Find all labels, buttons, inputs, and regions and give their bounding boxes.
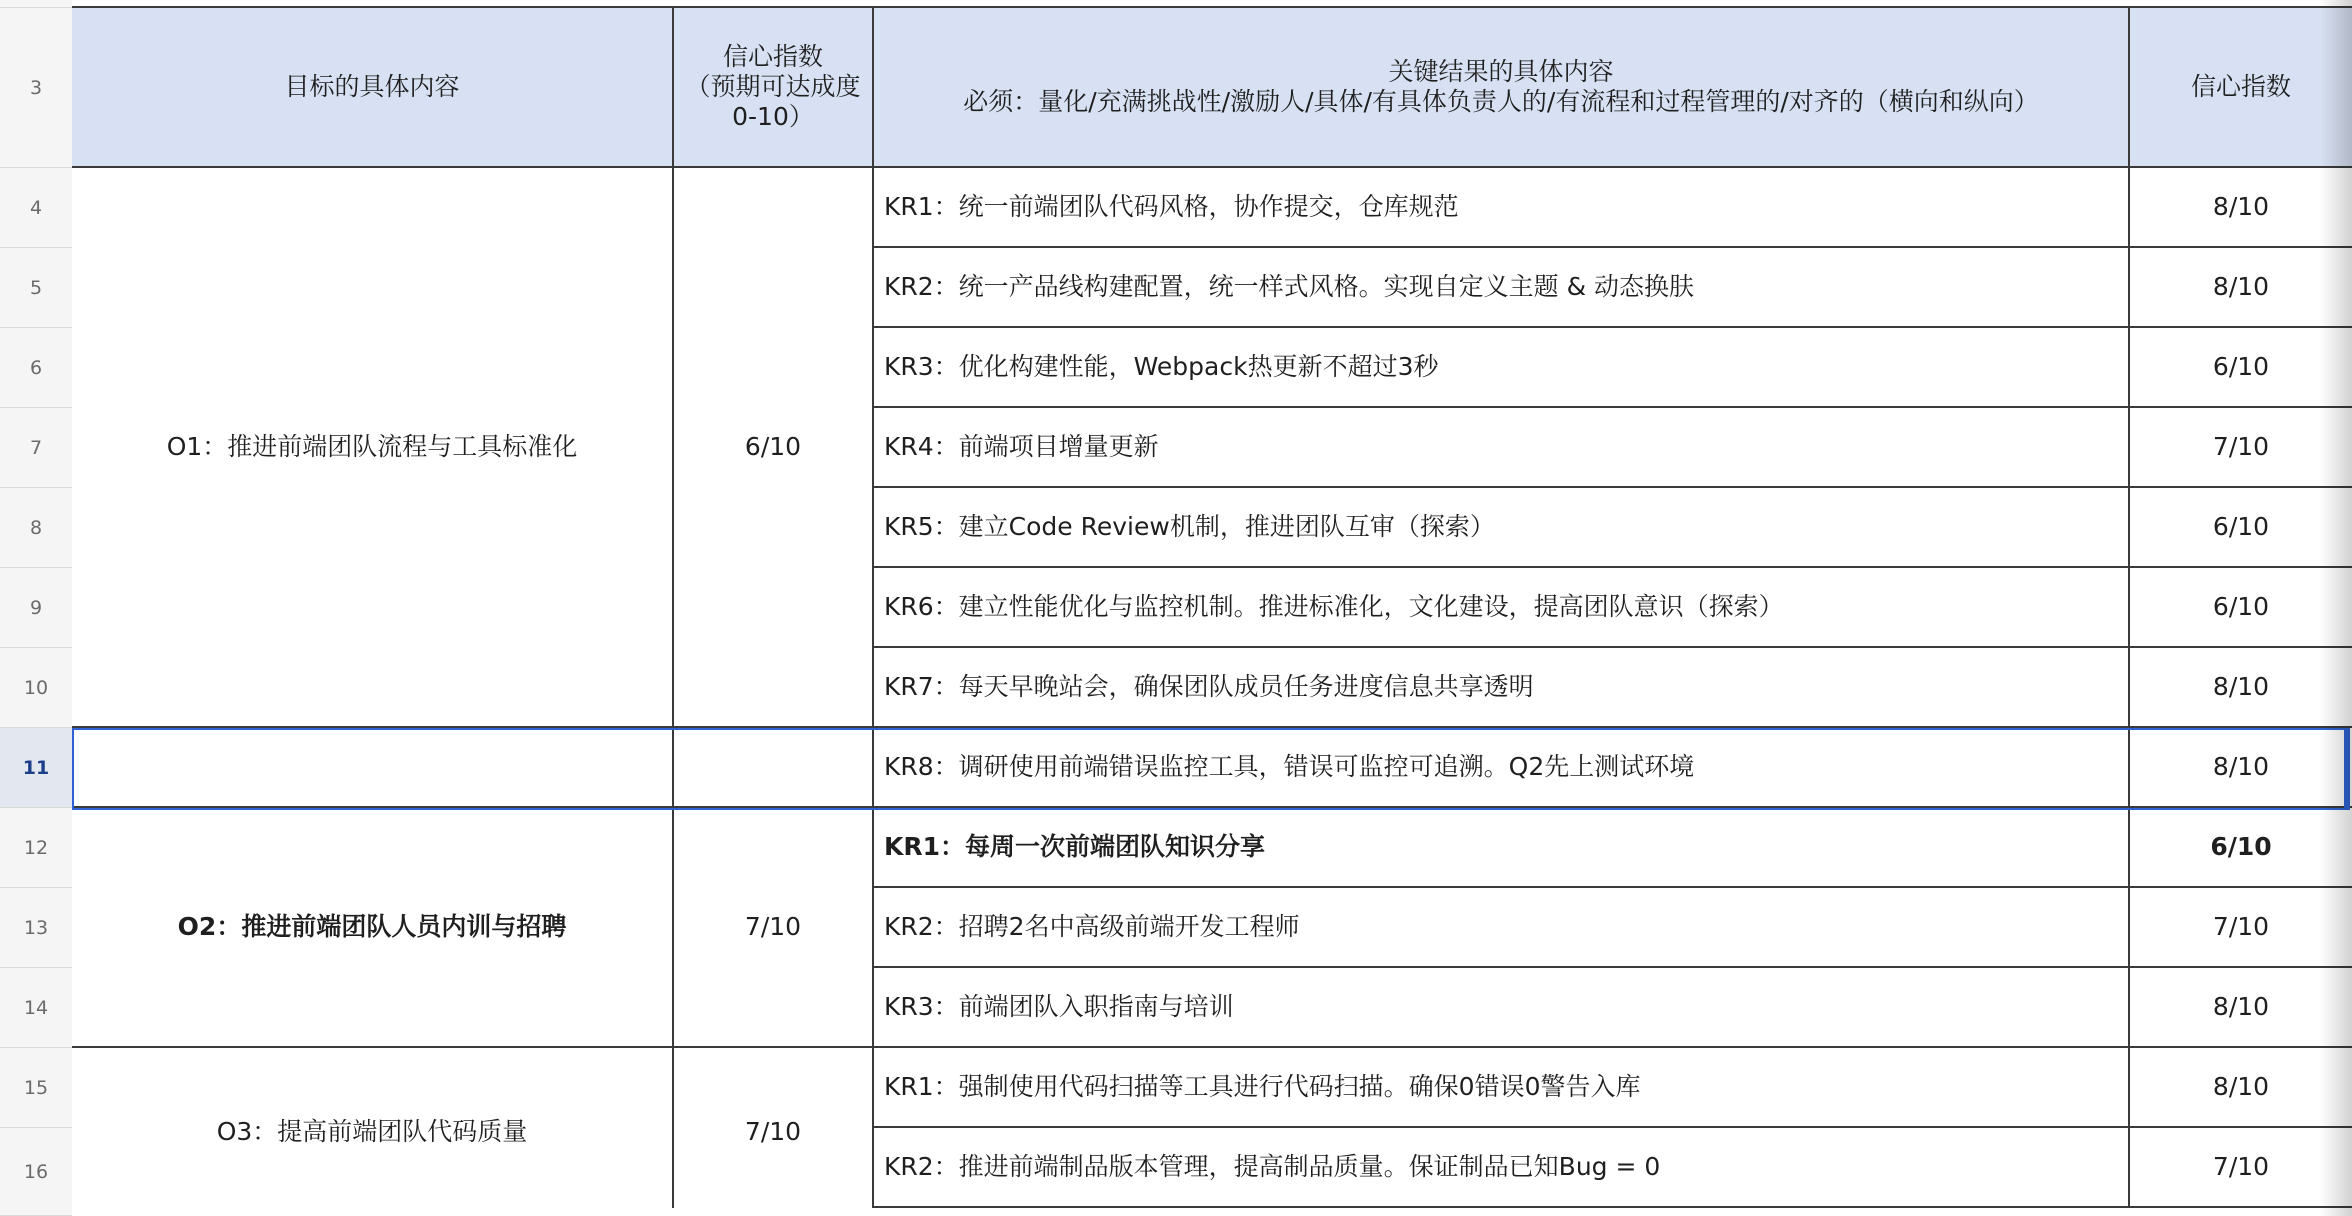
objective-cell-o2[interactable]	[72, 808, 674, 1048]
kr-confidence-value: 8/10	[2212, 992, 2270, 1021]
kr-confidence-cell[interactable]	[2130, 488, 2352, 568]
key-result-cell[interactable]	[874, 648, 2130, 728]
key-result-text: KR3：前端团队入职指南与培训	[884, 992, 1234, 1021]
objective-label: O2：推进前端团队人员内训与招聘	[177, 912, 567, 941]
kr-confidence-cell[interactable]	[2130, 248, 2352, 328]
header-key-results-line1: 关键结果的具体内容	[1388, 57, 1614, 86]
row-header-selected[interactable]: 11	[0, 728, 72, 808]
row-header[interactable]: 13	[0, 888, 72, 968]
row-header[interactable]: 4	[0, 168, 72, 248]
key-result-cell[interactable]	[874, 168, 2130, 248]
key-result-cell[interactable]	[874, 808, 2130, 888]
kr-confidence-cell[interactable]	[2130, 1048, 2352, 1128]
objective-cell-empty[interactable]	[72, 728, 674, 808]
kr-confidence-cell[interactable]	[2130, 808, 2352, 888]
key-result-cell[interactable]	[874, 728, 2130, 808]
header-confidence[interactable]	[674, 8, 874, 168]
key-result-cell[interactable]	[874, 968, 2130, 1048]
kr-confidence-value: 6/10	[2212, 512, 2270, 541]
header-key-results[interactable]	[874, 8, 2130, 168]
objective-confidence-empty[interactable]	[674, 728, 874, 808]
row-header[interactable]: 7	[0, 408, 72, 488]
objective-confidence-o3[interactable]	[674, 1048, 874, 1216]
kr-confidence-value: 8/10	[2212, 192, 2270, 221]
key-result-cell[interactable]	[874, 248, 2130, 328]
objective-label: O1：推进前端团队流程与工具标准化	[166, 432, 578, 461]
kr-confidence-cell[interactable]	[2130, 728, 2352, 808]
key-result-text: KR2：招聘2名中高级前端开发工程师	[884, 912, 1300, 941]
row-header[interactable]: 5	[0, 248, 72, 328]
row-header[interactable]: 15	[0, 1048, 72, 1128]
kr-confidence-cell[interactable]	[2130, 888, 2352, 968]
kr-confidence-cell[interactable]	[2130, 568, 2352, 648]
objective-confidence-value: 7/10	[744, 912, 802, 941]
kr-confidence-value: 6/10	[2212, 592, 2270, 621]
header-kr-confidence[interactable]	[2130, 8, 2352, 168]
kr-confidence-cell[interactable]	[2130, 408, 2352, 488]
header-objective[interactable]	[72, 8, 674, 168]
key-result-text: KR7：每天早晚站会，确保团队成员任务进度信息共享透明	[884, 672, 1534, 701]
row-header-2[interactable]	[0, 0, 72, 8]
objective-confidence-value: 6/10	[744, 432, 802, 461]
kr-confidence-value: 6/10	[2210, 832, 2272, 861]
key-result-text: KR3：优化构建性能，Webpack热更新不超过3秒	[884, 352, 1439, 381]
header-confidence-line3: 0-10）	[732, 102, 814, 131]
row-header[interactable]: 14	[0, 968, 72, 1048]
kr-confidence-cell[interactable]	[2130, 328, 2352, 408]
key-result-cell[interactable]	[874, 1048, 2130, 1128]
kr-confidence-cell[interactable]	[2130, 968, 2352, 1048]
next-row-strip[interactable]	[72, 1208, 2352, 1216]
key-result-text: KR2：统一产品线构建配置，统一样式风格。实现自定义主题 & 动态换肤	[884, 272, 1695, 301]
key-result-text: KR1：统一前端团队代码风格，协作提交，仓库规范	[884, 192, 1459, 221]
kr-confidence-value: 8/10	[2212, 1072, 2270, 1101]
row-header[interactable]: 8	[0, 488, 72, 568]
key-result-text: KR1：强制使用代码扫描等工具进行代码扫描。确保0错误0警告入库	[884, 1072, 1641, 1101]
header-confidence-line1: 信心指数	[722, 42, 823, 71]
row-header[interactable]: 12	[0, 808, 72, 888]
kr-confidence-value: 7/10	[2212, 1152, 2270, 1181]
key-result-cell[interactable]	[874, 1128, 2130, 1208]
kr-confidence-value: 8/10	[2212, 672, 2270, 701]
row-header[interactable]: 6	[0, 328, 72, 408]
kr-confidence-value: 8/10	[2212, 272, 2270, 301]
kr-confidence-cell[interactable]	[2130, 168, 2352, 248]
row-header[interactable]: 9	[0, 568, 72, 648]
key-result-cell[interactable]	[874, 408, 2130, 488]
kr-confidence-cell[interactable]	[2130, 1128, 2352, 1208]
key-result-text: KR5：建立Code Review机制，推进团队互审（探索）	[884, 512, 1495, 541]
key-result-text: KR6：建立性能优化与监控机制。推进标准化，文化建设，提高团队意识（探索）	[884, 592, 1784, 621]
kr-confidence-cell[interactable]	[2130, 648, 2352, 728]
kr-confidence-value: 7/10	[2212, 912, 2270, 941]
kr-confidence-value: 7/10	[2212, 432, 2270, 461]
row-2-strip[interactable]	[72, 0, 2352, 8]
header-kr-confidence-label: 信心指数	[2190, 72, 2291, 101]
row-header[interactable]: 10	[0, 648, 72, 728]
selection-edge-handle	[2344, 728, 2350, 810]
header-objective-label: 目标的具体内容	[284, 72, 460, 101]
kr-confidence-value: 6/10	[2212, 352, 2270, 381]
objective-cell-o1[interactable]	[72, 168, 674, 728]
key-result-text: KR1：每周一次前端团队知识分享	[884, 832, 1266, 861]
row-header[interactable]: 16	[0, 1128, 72, 1216]
header-confidence-line2: （预期可达成度	[685, 72, 861, 101]
kr-confidence-value: 8/10	[2212, 752, 2270, 781]
objective-cell-o3[interactable]	[72, 1048, 674, 1216]
header-key-results-line2: 必须：量化/充满挑战性/激励人/具体/有具体负责人的/有流程和过程管理的/对齐的（横向和纵向）	[963, 87, 2039, 116]
row-number-gutter	[0, 0, 73, 1216]
key-result-text: KR2：推进前端制品版本管理，提高制品质量。保证制品已知Bug = 0	[884, 1152, 1661, 1181]
key-result-cell[interactable]	[874, 328, 2130, 408]
key-result-text: KR8：调研使用前端错误监控工具，错误可监控可追溯。Q2先上测试环境	[884, 752, 1695, 781]
key-result-cell[interactable]	[874, 568, 2130, 648]
objective-confidence-value: 7/10	[744, 1117, 802, 1146]
key-result-cell[interactable]	[874, 488, 2130, 568]
key-result-cell[interactable]	[874, 888, 2130, 968]
objective-confidence-o2[interactable]	[674, 808, 874, 1048]
objective-label: O3：提高前端团队代码质量	[216, 1117, 528, 1146]
row-header[interactable]: 3	[0, 8, 72, 168]
key-result-text: KR4：前端项目增量更新	[884, 432, 1159, 461]
objective-confidence-o1[interactable]	[674, 168, 874, 728]
